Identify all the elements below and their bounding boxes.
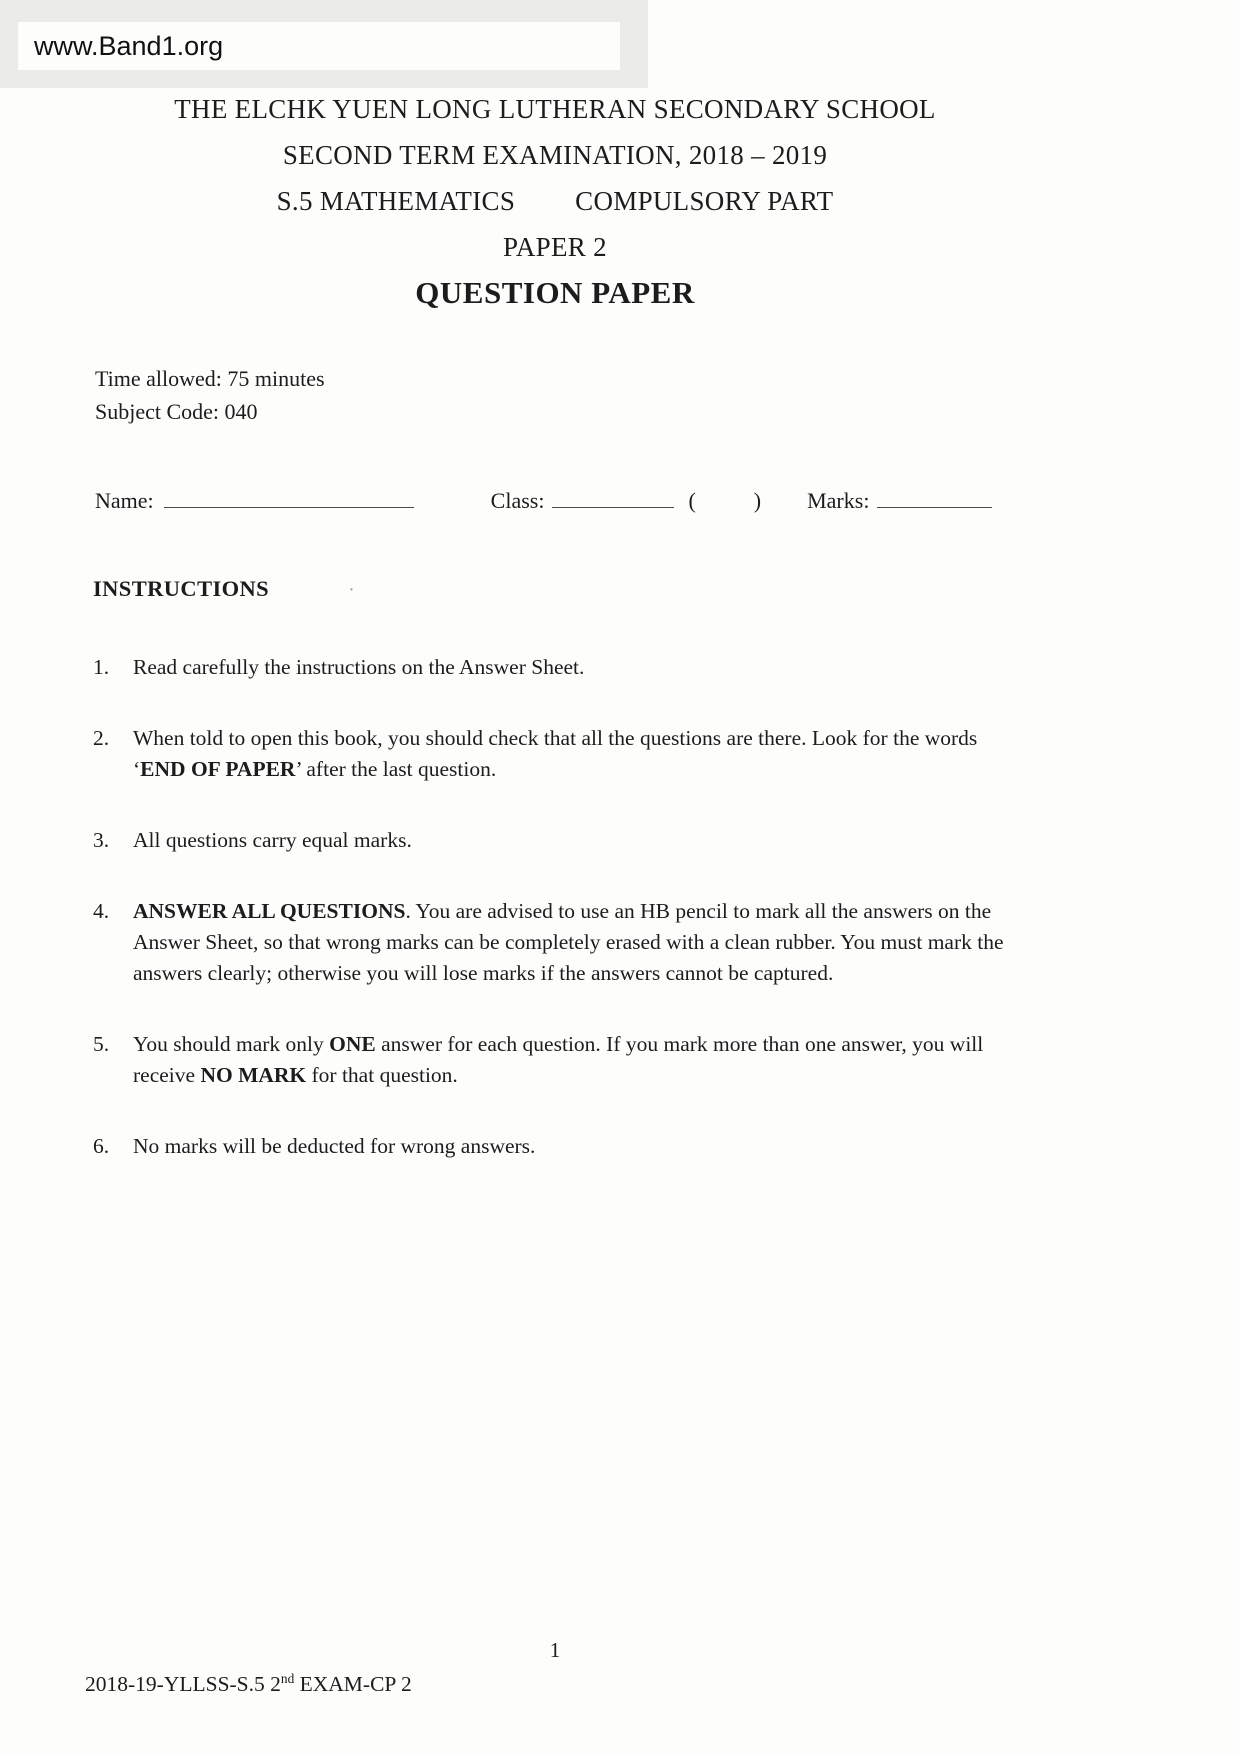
instruction-text: You should mark only ONE answer for each question. If you mark more than one answer, you will receive NO MARK for that question. [133, 1032, 984, 1087]
exam-title: SECOND TERM EXAMINATION, 2018 – 2019 [282, 140, 828, 170]
paper-type-title: QUESTION PAPER [415, 275, 695, 310]
instructions-heading-text: INSTRUCTIONS [93, 576, 270, 601]
instruction-number: 1. [93, 655, 110, 679]
watermark-text: www.Band1.org [34, 30, 224, 61]
instruction-item [93, 723, 1031, 785]
subject-code: Subject Code: 040 [95, 399, 258, 424]
instruction-number: 5. [93, 1032, 110, 1056]
instruction-item [93, 652, 1031, 683]
exam-meta [95, 362, 1240, 428]
class-label: Class: [490, 488, 545, 513]
instruction-item [93, 1029, 1031, 1091]
class-field-line [552, 485, 674, 508]
doc-code-prefix: 2018-19-YLLSS-S.5 2 [85, 1672, 281, 1696]
instruction-text: No marks will be deducted for wrong answers. [133, 1134, 536, 1158]
doc-code-suffix: EXAM-CP 2 [294, 1672, 412, 1696]
doc-code-superscript: nd [280, 1670, 295, 1686]
exam-header [0, 0, 1110, 316]
class-paren-open: ( [688, 488, 696, 513]
instruction-item [93, 896, 1031, 989]
instruction-item [93, 1131, 1031, 1162]
name-field-line [164, 485, 414, 508]
instruction-number: 4. [93, 899, 110, 923]
instruction-text: Read carefully the instructions on the Answer Sheet. [133, 655, 585, 679]
school-name: THE ELCHK YUEN LONG LUTHERAN SECONDARY SCHOOL [174, 94, 936, 124]
page-number: 1 [549, 1638, 561, 1662]
instruction-item [93, 825, 1031, 856]
document-code [85, 1672, 412, 1697]
paper-number: PAPER 2 [503, 232, 607, 262]
instruction-number: 3. [93, 828, 110, 852]
subject-line [0, 178, 1110, 224]
instructions-heading [93, 576, 1240, 602]
class-paren-close: ) [753, 488, 762, 513]
time-allowed: Time allowed: 75 minutes [95, 366, 325, 391]
name-label: Name: [95, 488, 154, 513]
instruction-text: All questions carry equal marks. [133, 828, 412, 852]
instruction-text: ANSWER ALL QUESTIONS. You are advised to use an HB pencil to mark all the answers on the Answer Sheet, so that wrong marks can be completely erased with a clean rubber. You must mark the answers clearly; otherwise you will lose marks if the answers cannot be captured. [133, 899, 1004, 985]
instructions-list [93, 652, 1031, 1162]
subject-part: COMPULSORY PART [575, 186, 834, 216]
student-info-row [95, 485, 1240, 514]
instruction-number: 2. [93, 726, 110, 750]
instruction-number: 6. [93, 1134, 110, 1158]
marks-field-line [877, 485, 992, 508]
subject-name: S.5 MATHEMATICS [276, 186, 516, 216]
instruction-text: When told to open this book, you should check that all the questions are there. Look for the words ‘END OF PAPER’ after the last question. [133, 726, 978, 781]
scan-artifact-dot: · [349, 582, 355, 598]
marks-label: Marks: [807, 488, 870, 513]
